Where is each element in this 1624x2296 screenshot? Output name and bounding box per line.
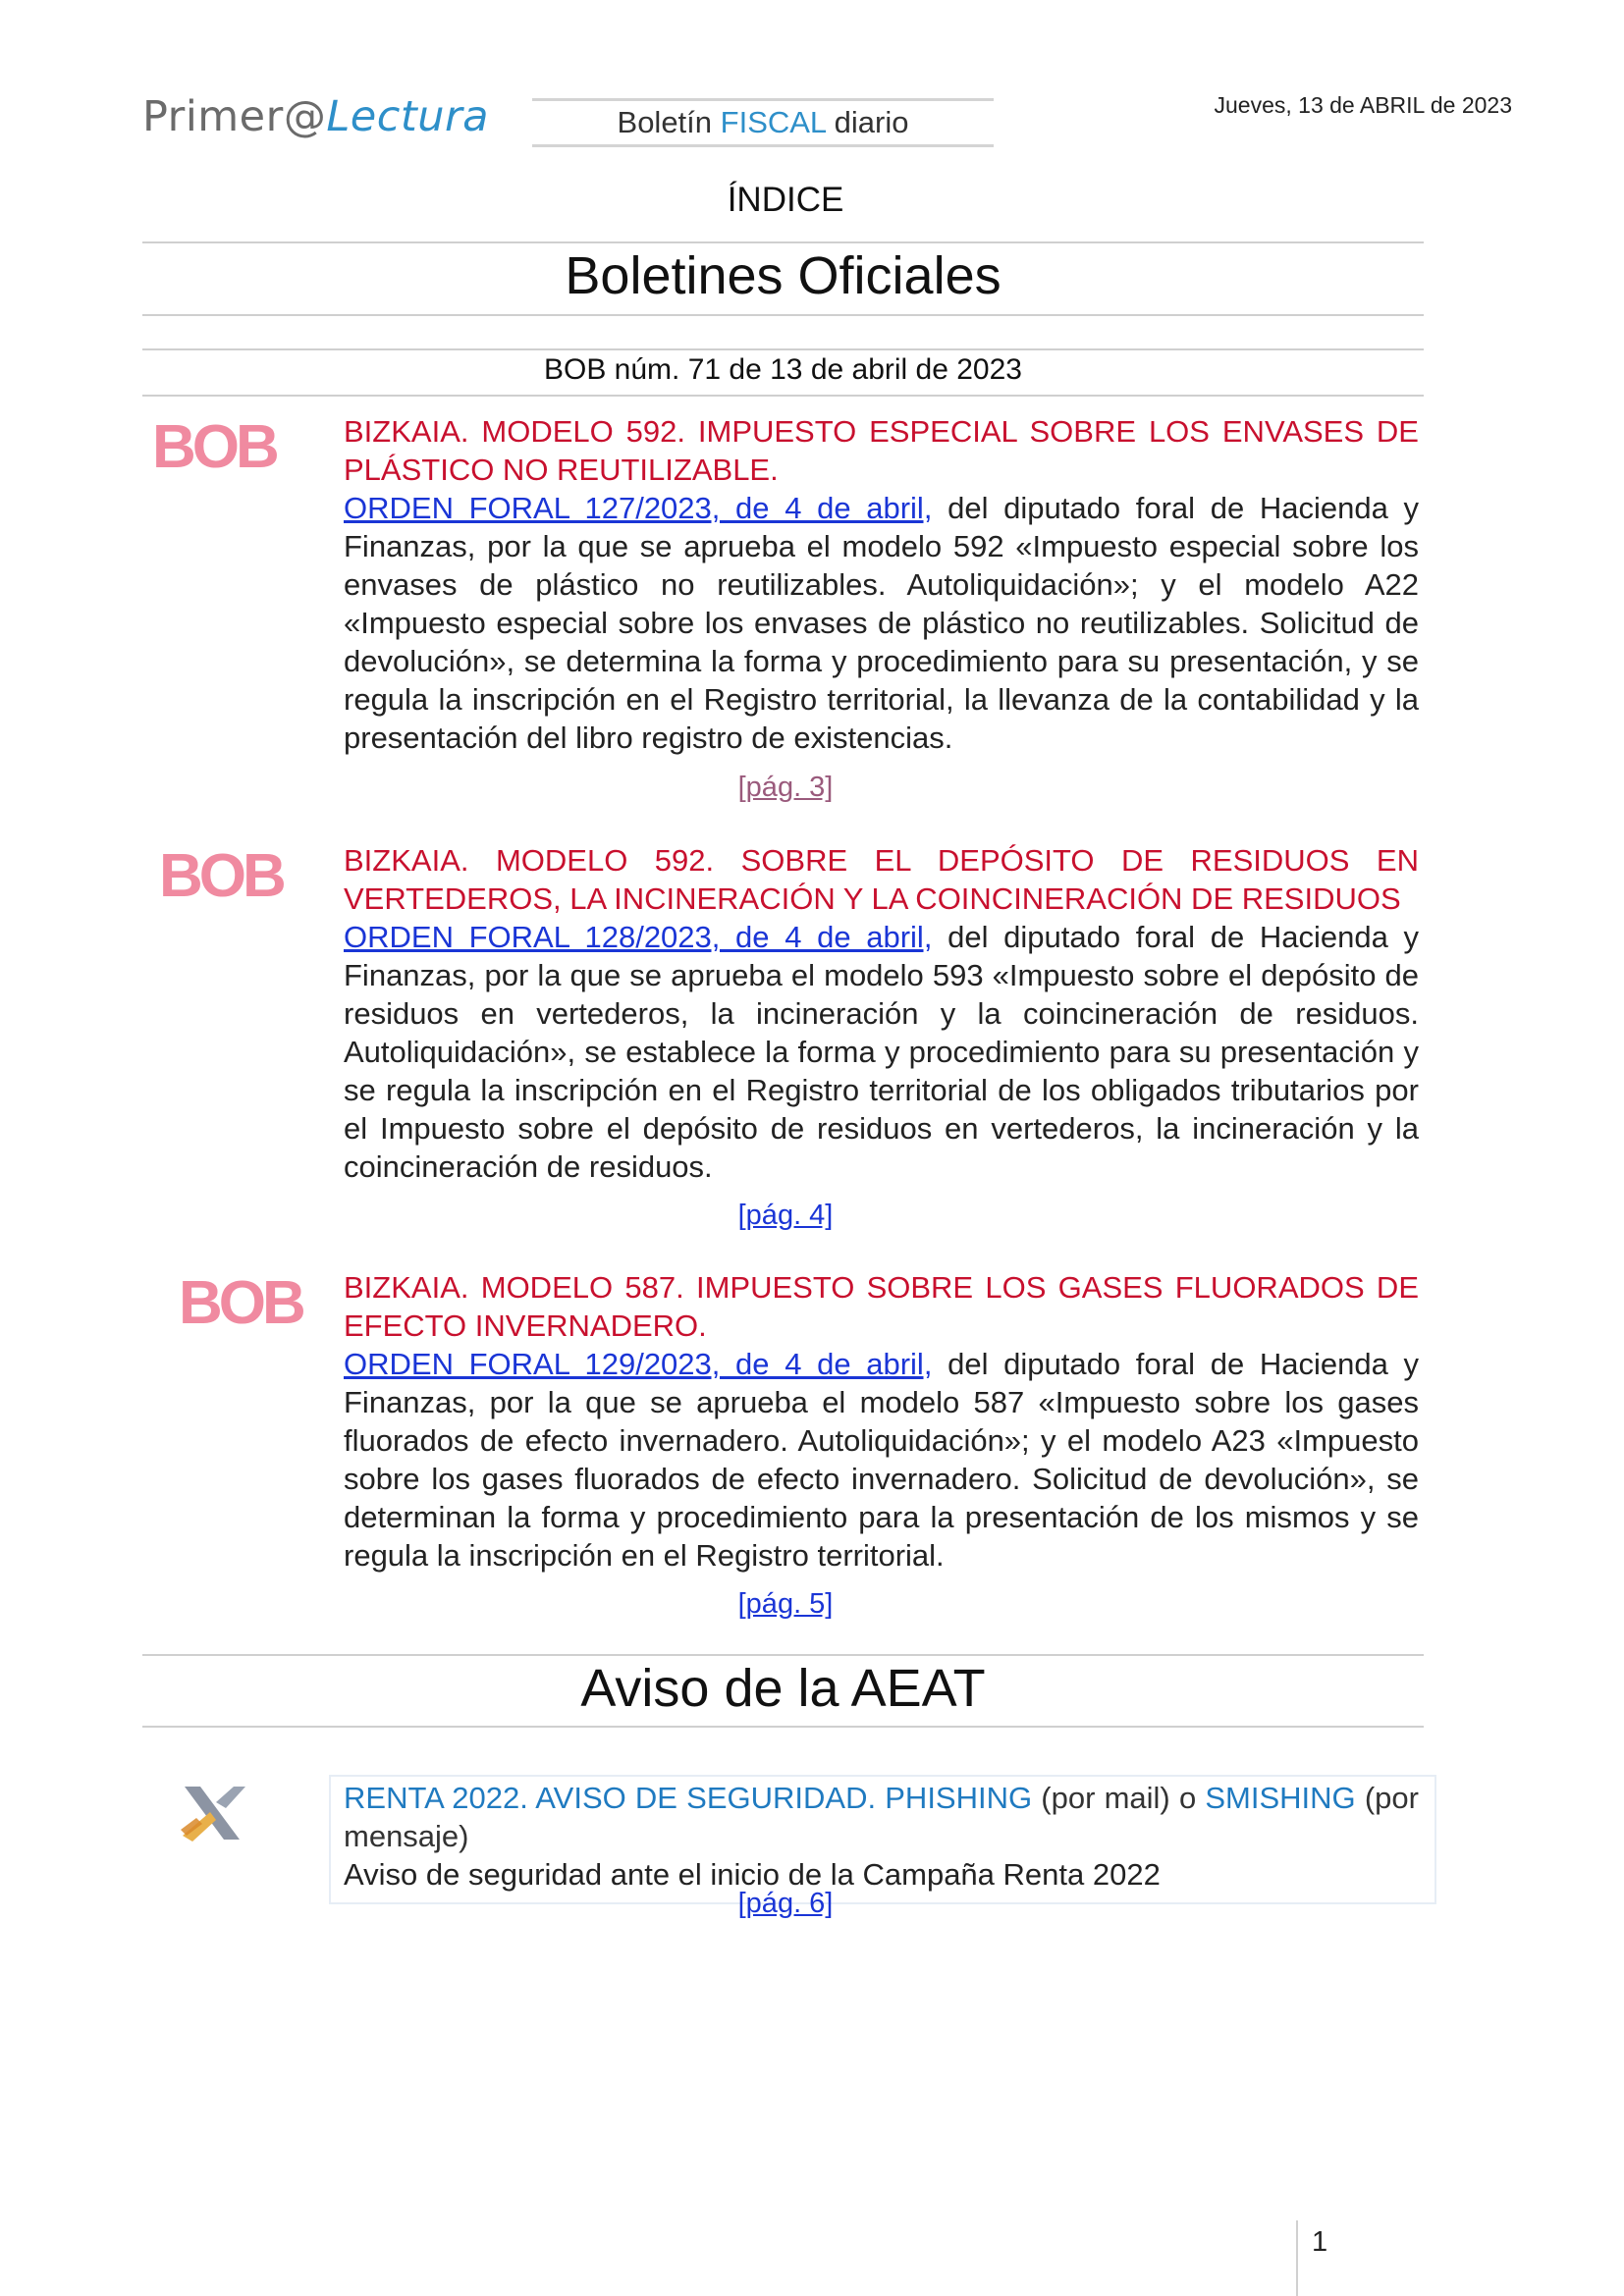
entry-link[interactable]: ORDEN FORAL 128/2023, de 4 de abril, <box>344 920 933 954</box>
entry-link[interactable]: ORDEN FORAL 129/2023, de 4 de abril, <box>344 1347 933 1381</box>
brand-logo <box>142 92 490 141</box>
entry-1 <box>344 412 1419 757</box>
brand-part-2: Lectura <box>326 92 490 141</box>
divider <box>142 395 1424 397</box>
page-ref-link[interactable]: [pág. 5] <box>737 1588 834 1620</box>
divider <box>142 1726 1424 1728</box>
entry-title: BIZKAIA. MODELO 592. SOBRE EL DEPÓSITO DE RESIDUOS EN VERTEDEROS, LA INCINERACIÓN Y LA COINCINERACIÓN DE RESIDUOS <box>344 843 1419 916</box>
section-title-boletines: Boletines Oficiales <box>565 246 1001 305</box>
page-ref-link[interactable]: [pág. 4] <box>737 1200 834 1231</box>
divider <box>142 241 1424 243</box>
bulletin-accent: FISCAL <box>720 105 827 139</box>
entry-body: del diputado foral de Hacienda y Finanzas, por la que se aprueba el modelo 592 «Impuesto especial sobre los envases de plástico no reutilizables. Autoliquidación»; y el modelo A22 «Impuesto especial sobre los envases de plástico no reutilizables. Solicitud de devolución», se determina la forma y procedimiento para su presentación, y se regula la inscripción en el Registro territorial, la llevanza de la contabilidad y la presentación del libro registro de existencias. <box>344 491 1419 755</box>
bulletin-prefix: Boletín <box>617 105 721 139</box>
page-number: 1 <box>1312 2226 1328 2258</box>
index-title: ÍNDICE <box>727 181 844 219</box>
aeat-entry-body: Aviso de seguridad ante el inicio de la Campaña Renta 2022 <box>344 1857 1161 1892</box>
aeat-title-d: SMISHING <box>1196 1781 1365 1815</box>
bulletin-suffix: diario <box>826 105 909 139</box>
aeat-title-a: RENTA 2022. AVISO DE SEGURIDAD. PHISHING <box>344 1781 1033 1815</box>
entry-3 <box>344 1268 1419 1575</box>
bob-logo-icon: BOB <box>159 842 283 910</box>
entry-title: BIZKAIA. MODELO 592. IMPUESTO ESPECIAL SOBRE LOS ENVASES DE PLÁSTICO NO REUTILIZABLE. <box>344 414 1419 487</box>
entry-link[interactable]: ORDEN FORAL 127/2023, de 4 de abril, <box>344 491 933 525</box>
bulletin-title <box>532 98 994 147</box>
entry-title: BIZKAIA. MODELO 587. IMPUESTO SOBRE LOS GASES FLUORADOS DE EFECTO INVERNADERO. <box>344 1270 1419 1343</box>
divider <box>142 348 1424 350</box>
entry-body: del diputado foral de Hacienda y Finanzas, por la que se aprueba el modelo 587 «Impuesto sobre los gases fluorados de efecto invernadero. Autoliquidación»; y el modelo A23 «Impuesto sobre los gases fluorados de efecto invernadero. Solicitud de devolución», se determinan la forma y procedimiento para la presentación de los mismos y se regula la inscripción en el Registro territorial. <box>344 1347 1419 1573</box>
section-title-aeat: Aviso de la AEAT <box>580 1659 986 1718</box>
bob-logo-icon: BOB <box>179 1269 302 1337</box>
entry-2 <box>344 841 1419 1186</box>
aeat-logo-icon <box>177 1785 255 1843</box>
aeat-title-b: (por mail) <box>1032 1781 1179 1815</box>
aeat-entry-title <box>344 1781 1419 1853</box>
aeat-entry <box>344 1779 1419 1894</box>
aeat-title-e: (por mensaje) <box>344 1781 1419 1853</box>
bob-issue-heading: BOB núm. 71 de 13 de abril de 2023 <box>543 353 1022 386</box>
page-ref-link[interactable]: [pág. 6] <box>737 1888 834 1919</box>
page-number-divider <box>1296 2220 1298 2296</box>
bob-logo-icon: BOB <box>152 413 276 481</box>
header-date: Jueves, 13 de ABRIL de 2023 <box>1214 92 1512 118</box>
brand-part-1: Primer@ <box>142 92 327 141</box>
aeat-title-c: o <box>1178 1781 1197 1815</box>
divider <box>142 1654 1424 1656</box>
divider <box>142 314 1424 316</box>
page-ref-link[interactable]: [pág. 3] <box>737 772 834 803</box>
entry-body: del diputado foral de Hacienda y Finanzas, por la que se aprueba el modelo 593 «Impuesto sobre el depósito de residuos en vertederos, la incineración y la coincineración de residuos. Autoliquidación», se establece la forma y procedimiento para su presentación y se regula la inscripción en el Registro territorial de los obligados tributarios por el Impuesto sobre el depósito de residuos en vertederos, la incineración y la coincineración de residuos. <box>344 920 1419 1184</box>
